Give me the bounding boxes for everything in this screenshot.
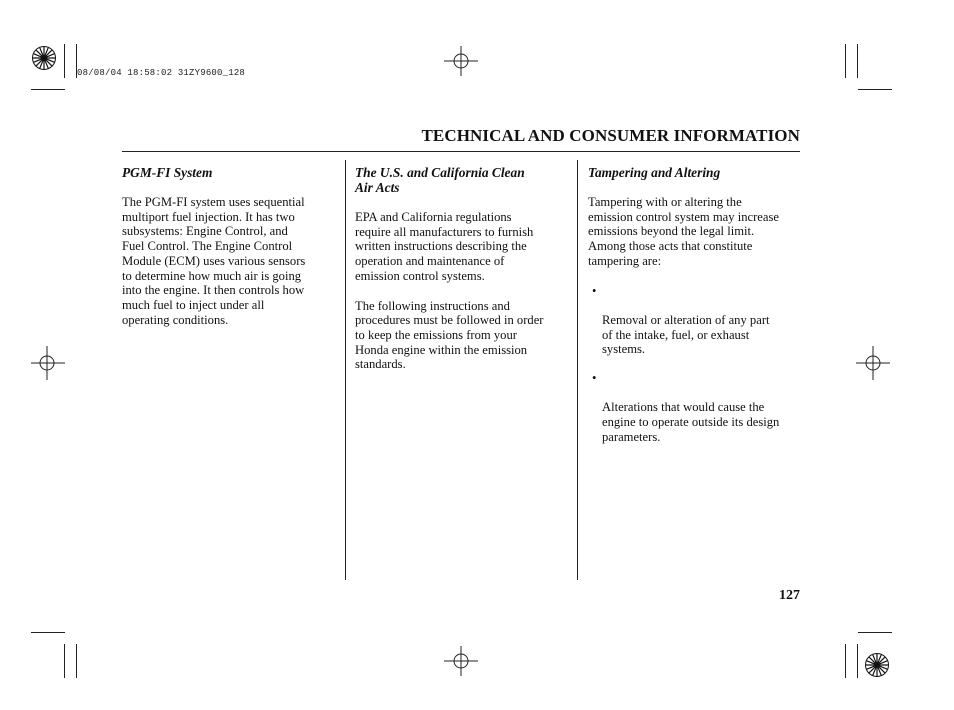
body-paragraph: The PGM-FI system uses sequential multiport fuel injection. It has two subsystems: Engine Control, and Fuel Control. The Engine Control Module (ECM) uses various sensors to determine how much air is going into the engine. It then controls how much fuel to inject under all operating conditions.: [122, 195, 306, 327]
crop-mark: [858, 89, 892, 90]
body-paragraph: Tampering with or altering the emission control system may increase emissions beyond the legal limit. Among those acts that constitute tampering are:: [588, 195, 779, 268]
crosshair-registration-icon: [856, 346, 890, 380]
crop-mark: [64, 644, 65, 678]
print-timestamp: 08/08/04 18:58:02 31ZY9600_128: [77, 68, 246, 78]
page-number: 127: [779, 588, 800, 603]
page-title: TECHNICAL AND CONSUMER INFORMATION: [421, 126, 800, 145]
body-paragraph: The following instructions and procedures must be followed in order to keep the emissions from your Honda engine within the emission standards.: [355, 298, 544, 372]
starburst-registration-icon: [864, 652, 890, 678]
section-heading: PGM-FI System: [122, 165, 213, 180]
section-heading: The U.S. and California Clean Air Acts: [355, 165, 525, 195]
list-item-text: Alterations that would cause the engine to operate outside its design parameters.: [602, 400, 780, 444]
crop-mark: [858, 632, 892, 633]
crop-mark: [857, 644, 858, 678]
crosshair-registration-icon: [444, 646, 478, 676]
column-divider: [577, 160, 578, 580]
column-divider: [345, 160, 346, 580]
section-heading: Tampering and Altering: [588, 165, 721, 180]
crop-mark: [76, 644, 77, 678]
list-item: [588, 371, 802, 445]
crosshair-registration-icon: [31, 346, 65, 380]
starburst-registration-icon: [31, 45, 57, 71]
list-item: [588, 284, 802, 358]
crop-mark: [31, 632, 65, 633]
bullet-icon: •: [592, 283, 597, 298]
crop-mark: [845, 44, 846, 78]
crosshair-registration-icon: [444, 46, 478, 76]
column-tampering: [588, 165, 802, 459]
crop-mark: [845, 644, 846, 678]
crop-mark: [857, 44, 858, 78]
column-clean-air-acts: [355, 165, 571, 387]
column-pgm-fi: [122, 165, 334, 342]
crop-mark: [64, 44, 65, 78]
crop-mark: [31, 89, 65, 90]
list-item-text: Removal or alteration of any part of the intake, fuel, or exhaust systems.: [602, 312, 770, 357]
title-rule: [122, 151, 800, 152]
bullet-icon: •: [592, 371, 597, 386]
bullet-list: [588, 284, 802, 445]
body-paragraph: EPA and California regulations require all manufacturers to furnish written instructions describing the operation and maintenance of emission control systems.: [355, 210, 534, 283]
